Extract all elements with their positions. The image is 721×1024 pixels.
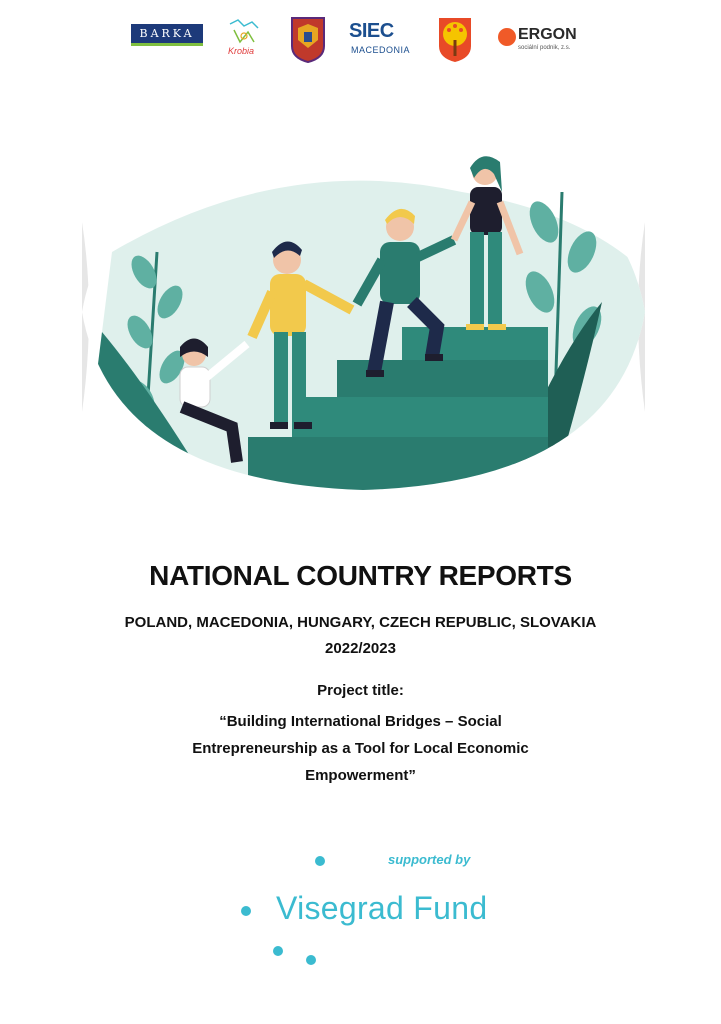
supported-by-text: supported by [388,852,471,867]
visegrad-fund-logo-text: Visegrad Fund [276,890,488,926]
siec-logo-text: SIEC [349,20,394,42]
project-title: “Building International Bridges – Social Entrepreneurship as a Tool for Local Economic Empowerment” [192,713,529,784]
siec-logo-subtext: MACEDONIA [351,45,411,55]
countries-subtitle: POLAND, MACEDONIA, HUNGARY, CZECH REPUBLIC, SLOVAKIA [124,614,597,631]
krobia-doodle-icon [224,16,264,48]
visegrad-dot-icon [241,906,251,916]
document-title: NATIONAL COUNTRY REPORTS [149,560,572,591]
project-title-label: Project title: [317,682,404,699]
crest-shield-icon [290,16,326,64]
barka-logo [131,24,203,46]
krobia-logo-text: Krobia [228,46,255,56]
siec-macedonia-logo [349,20,419,60]
tree-shield-icon [437,16,473,64]
barka-logo-text: BARKA [139,27,195,40]
ergon-logo-text: ERGON [518,26,577,43]
krobia-logo [224,16,264,62]
visegrad-dot-icon [273,946,283,956]
municipal-crest-logo [290,16,326,64]
partner-logos [0,14,721,68]
ergon-logo [498,26,594,56]
tree-crest-logo [437,16,473,64]
ergon-logo-subtext: sociální podnik, z.s. [518,45,571,51]
ergon-mark-icon [498,28,516,46]
hero-illustration [82,132,645,492]
years-subtitle: 2022/2023 [325,640,396,657]
visegrad-dot-icon [306,955,316,965]
visegrad-dot-icon [315,856,325,866]
